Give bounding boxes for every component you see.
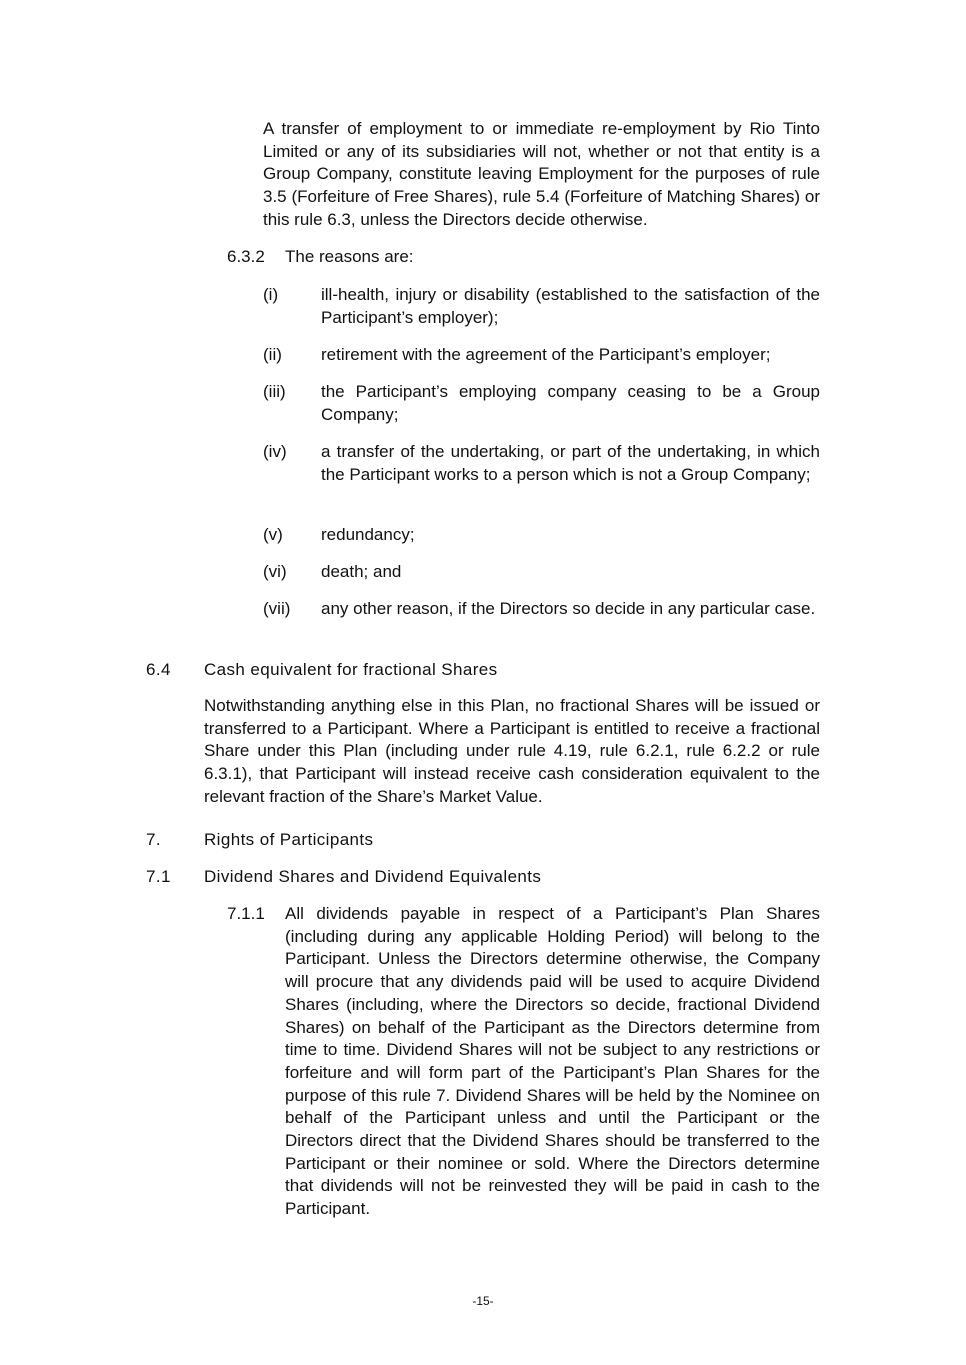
list-item-label: (iv)	[263, 442, 287, 461]
clause-number: 6.3.2	[227, 247, 265, 266]
page-number: -15-	[472, 1294, 494, 1308]
section-title: Dividend Shares and Dividend Equivalents	[204, 867, 542, 886]
list-item-text: death; and	[321, 562, 402, 581]
section-number: 7.1	[146, 867, 171, 886]
clause-number: 7.1.1	[227, 904, 265, 923]
list-item-text: a transfer of the undertaking, or part of the undertaking, in which the Participant works to a person which is not a Group Company;	[321, 442, 820, 484]
list-item-text: retirement with the agreement of the Participant’s employer;	[321, 345, 771, 364]
list-item-label: (iii)	[263, 382, 286, 401]
list-item-text: the Participant’s employing company ceasing to be a Group Company;	[321, 382, 820, 424]
section-title: Cash equivalent for fractional Shares	[204, 660, 498, 679]
list-item-label: (v)	[263, 525, 283, 544]
list-item-text: any other reason, if the Directors so decide in any particular case.	[321, 599, 816, 618]
section-number: 6.4	[146, 660, 171, 679]
list-item-label: (ii)	[263, 345, 282, 364]
list-item-label: (i)	[263, 285, 279, 304]
list-item-text: ill-health, injury or disability (established to the satisfaction of the Participant’s employer);	[321, 285, 820, 327]
continuation-paragraph: A transfer of employment to or immediate re-employment by Rio Tinto Limited or any of its subsidiaries will not, whether or not that entity is a Group Company, constitute leaving Employment for the purposes of rule 3.5 (Forfeiture of Free Shares), rule 5.4 (Forfeiture of Matching Shares) or this rule 6.3, unless the Directors decide otherwise.	[263, 119, 820, 229]
clause-text: The reasons are:	[285, 247, 414, 266]
list-item-label: (vii)	[263, 599, 291, 618]
list-item-label: (vi)	[263, 562, 287, 581]
section-title: Rights of Participants	[204, 830, 374, 849]
section-number: 7.	[146, 830, 161, 849]
list-item-text: redundancy;	[321, 525, 415, 544]
clause-text: All dividends payable in respect of a Participant’s Plan Shares (including during any applicable Holding Period) will belong to the Participant. Unless the Directors determine otherwise, the Company will procure that any dividends paid will be used to acquire Dividend Shares (including, where the Directors so decide, fractional Dividend Shares) on behalf of the Participant as the Directors determine from time to time. Dividend Shares will not be subject to any restrictions or forfeiture and will form part of the Participant’s Plan Shares for the purpose of this rule 7. Dividend Shares will be held by the Nominee on behalf of the Participant unless and until the Participant or the Directors direct that the Dividend Shares should be transferred to the Participant or their nominee or sold. Where the Directors determine that dividends will not be reinvested they will be paid in cash to the Participant.	[285, 904, 820, 1219]
section-6-4-body: Notwithstanding anything else in this Plan, no fractional Shares will be issued or transferred to a Participant. Where a Participant is entitled to receive a fractional Share under this Plan (including under rule 4.19, rule 6.2.1, rule 6.2.2 or rule 6.3.1), that Participant will instead receive cash consideration equivalent to the relevant fraction of the Share’s Market Value.	[204, 696, 820, 806]
